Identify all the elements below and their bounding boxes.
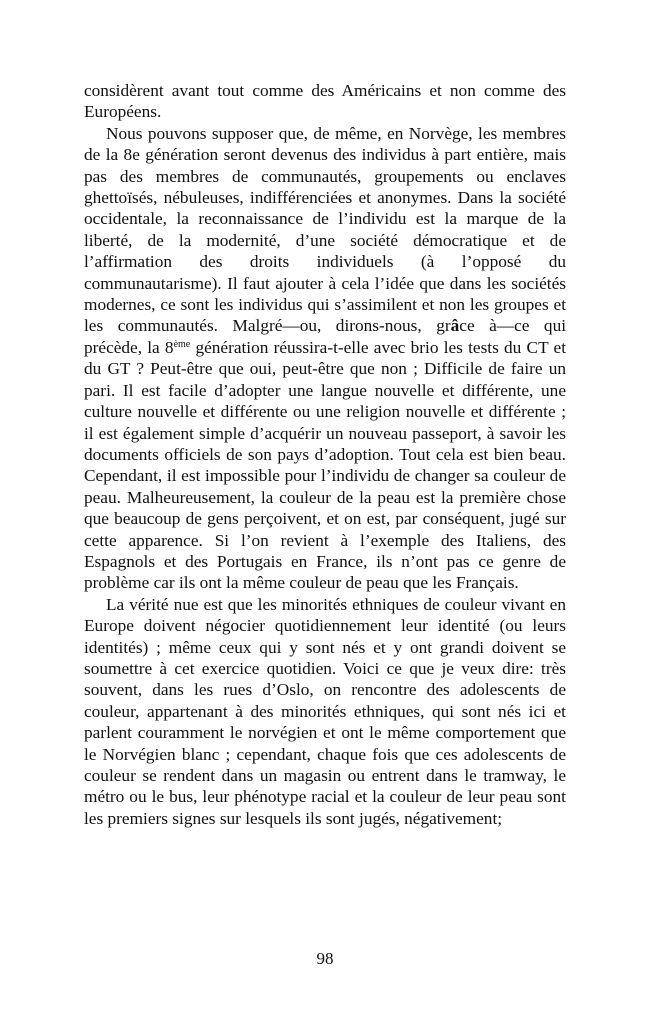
- page-number: 98: [316, 949, 334, 968]
- bold-letter: â: [450, 316, 460, 336]
- paragraph-text: génération réussira-t-elle avec brio les tests du CT et du GT ? Peut-être que oui, peut-être que non ; Difficile de faire un pari. Il est facile d’adopter une langue nouvelle et différente, une culture nouvelle et différente ou une religion nouvelle et différente ; il est également simple d’acquérir un nouveau passeport, à savoir les documents officiels de son pays d’adoption. Tout cela est bien beau. Cependant, il est impossible pour l’individu de changer sa couleur de peau. Malheureusement, la couleur de la peau est la première chose que beaucoup de gens perçoivent, et on est, par conséquent, jugé sur cette apparence. Si l’on revient à l’exemple des Italiens, des Espagnols et des Portugais en France, ils n’ont pas ce genre de problème car ils ont la même couleur de peau que les Français.: [84, 337, 566, 593]
- paragraph-text: La vérité nue est que les minorités ethniques de couleur vivant en Europe doivent négocier quotidiennement leur identité (ou leurs identités) ; même ceux qui y sont nés et y ont grandi doivent se soumettre à cet exercice quotidien. Voici ce que je veux dire: très souvent, dans les rues d’Oslo, on rencontre des adolescents de couleur, appartenant à des minorités ethniques, qui sont nés ici et parlent couramment le norvégien et ont le même comportement que le Norvégien blanc ; cependant, chaque fois que ces adolescents de couleur se rendent dans un magasin ou entrent dans le tramway, le métro ou le bus, leur phénotype racial et la couleur de leur peau sont les premiers signes sur lesquels ils sont jugés, négativement;: [84, 594, 566, 828]
- paragraph-norway: [84, 123, 566, 594]
- paragraph-continuation: [84, 80, 566, 123]
- paragraph-text: Nous pouvons supposer que, de même, en Norvège, les membres de la 8e génération seront devenus des individus à part entière, mais pas des membres de communautés, groupements ou enclaves ghettoïsés, nébuleuses, indifférenciées et anonymes. Dans la société occidentale, la reconnaissance de l’individu est la marque de la liberté, de la modernité, d’une société démocratique et de l’affirmation des droits individuels (à l’opposé du communautarisme). Il faut ajouter à cela l’idée que dans les sociétés modernes, ce sont les individus qui s’assimilent et non les groupes et les communautés. Malgré—ou, dirons-nous, gr: [84, 123, 566, 336]
- paragraph-text: considèrent avant tout comme des Américains et non comme des Européens.: [84, 81, 566, 122]
- body-text: [84, 80, 566, 829]
- paragraph-text: ce à—ce qui précède, la 8: [84, 316, 567, 357]
- superscript-ordinal: ème: [173, 338, 191, 350]
- paragraph-identity: [84, 594, 566, 829]
